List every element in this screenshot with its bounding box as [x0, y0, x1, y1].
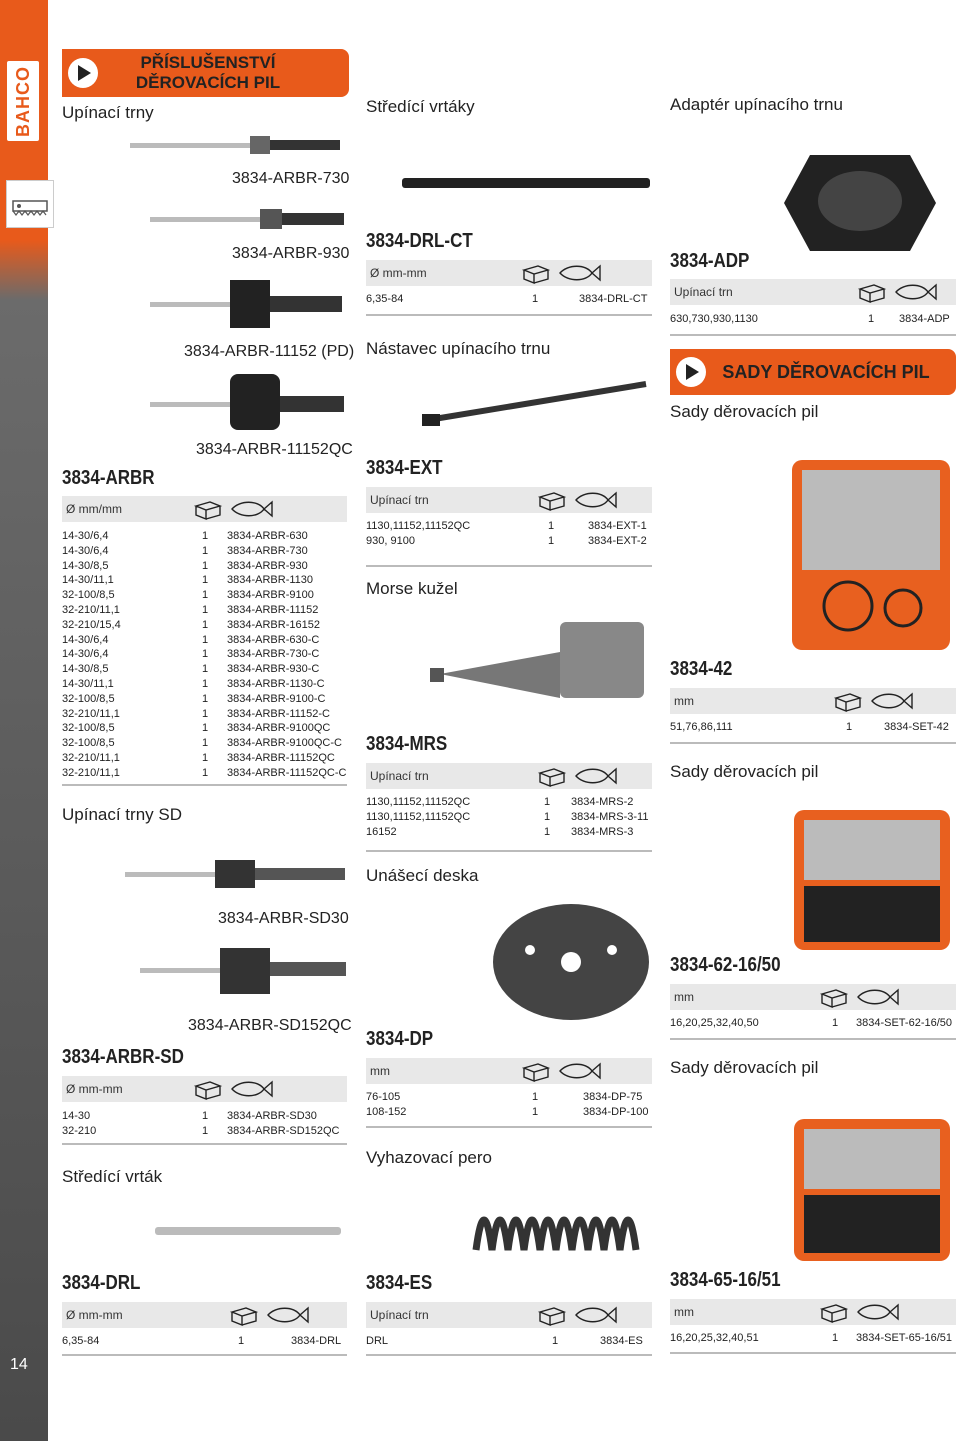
set65-header-icons — [818, 1301, 900, 1323]
cell-size: 51,76,86,111 — [670, 721, 733, 733]
cell-size: 32-210/11,1 — [62, 751, 120, 764]
table-row — [62, 707, 347, 722]
table-row — [62, 633, 347, 648]
fish-icon — [230, 1078, 274, 1100]
cell-article: 3834-EXT-1 — [588, 520, 647, 532]
drill-ct-image — [402, 172, 652, 196]
cell-size: 32-100/8,5 — [62, 692, 115, 705]
cell-qty: 1 — [544, 796, 551, 808]
mrs-rule — [366, 850, 652, 852]
dp-table — [366, 1090, 652, 1120]
cell-size: 16,20,25,32,40,50 — [670, 1017, 759, 1029]
set65-code: 3834-65-16/51 — [670, 1269, 781, 1291]
table-row — [62, 647, 347, 662]
cell-qty: 1 — [202, 692, 209, 705]
table-row — [62, 677, 347, 692]
section-sets-3: Sady děrovacích pil — [670, 1058, 819, 1077]
page-number: 14 — [10, 1356, 28, 1373]
sidebar-dark — [0, 300, 48, 1441]
cell-article: 3834-ARBR-930-C — [227, 663, 320, 676]
cell-article: 3834-DP-100 — [583, 1105, 649, 1118]
arbr-table — [62, 529, 347, 781]
sd-header-label: Ø mm-mm — [66, 1082, 123, 1096]
cell-article: 3834-ARBR-SD152QC — [227, 1124, 340, 1137]
cell-article: 3834-DRL-CT — [579, 293, 648, 305]
table-row — [366, 1105, 652, 1120]
cell-qty: 1 — [548, 534, 555, 547]
drlct-table-header — [366, 260, 652, 286]
play-icon — [676, 357, 706, 387]
es-code: 3834-ES — [366, 1272, 433, 1294]
cell-article: 3834-ARBR-1130-C — [227, 677, 325, 690]
set62-table — [670, 1016, 956, 1031]
cell-size: 14-30/11,1 — [62, 574, 114, 587]
cell-article: 3834-DP-75 — [583, 1091, 643, 1103]
cell-qty: 1 — [202, 677, 209, 690]
fish-icon — [558, 262, 602, 284]
cell-qty: 1 — [832, 1332, 839, 1344]
cell-size: 32-210/11,1 — [62, 766, 120, 779]
cell-size: 32-100/8,5 — [62, 589, 115, 602]
arbr-header-label: Ø mm/mm — [66, 502, 122, 516]
ext-header-label: Upínací trn — [370, 493, 429, 507]
table-row — [670, 312, 956, 327]
fish-icon — [856, 1301, 900, 1323]
cell-qty: 1 — [202, 722, 209, 735]
drlct-code: 3834-DRL-CT — [366, 230, 473, 252]
banner-sets-title: SADY DĚROVACÍCH PIL — [722, 362, 930, 382]
es-table — [366, 1334, 652, 1349]
cell-qty: 1 — [544, 810, 551, 823]
cell-qty: 1 — [202, 663, 209, 676]
es-header-label: Upínací trn — [370, 1308, 429, 1322]
table-row — [62, 692, 347, 707]
mrs-code: 3834-MRS — [366, 733, 448, 755]
cell-article: 3834-SET-42 — [884, 721, 949, 733]
set-42-image — [788, 456, 954, 656]
set-62-image — [790, 806, 954, 954]
cell-qty: 1 — [202, 1124, 209, 1137]
table-row — [62, 544, 347, 559]
table-row — [62, 1109, 347, 1124]
set62-code: 3834-62-16/50 — [670, 954, 781, 976]
cell-size: 1130,11152,11152QC — [366, 520, 471, 532]
table-row — [62, 603, 347, 618]
set42-header-label: mm — [674, 694, 694, 708]
cell-qty: 1 — [532, 293, 539, 305]
es-header-icons — [536, 1304, 618, 1326]
adp-rule — [670, 334, 956, 336]
table-row — [366, 519, 652, 534]
table-row — [62, 736, 347, 751]
package-icon — [536, 765, 566, 787]
label-arbr-930: 3834-ARBR-930 — [232, 245, 350, 262]
mrs-header-icons — [536, 765, 618, 787]
section-sd: Upínací trny SD — [62, 805, 182, 824]
cell-article: 3834-ARBR-9100QC-C — [227, 737, 342, 750]
cell-qty: 1 — [202, 618, 209, 631]
section-arbors: Upínací trny — [62, 103, 154, 122]
cell-article: 3834-DRL — [291, 1335, 342, 1347]
section-ext: Nástavec upínacího trnu — [366, 339, 551, 358]
label-arbr-sd152qc: 3834-ARBR-SD152QC — [188, 1017, 352, 1034]
cell-qty: 1 — [202, 574, 209, 587]
cell-article: 3834-ARBR-11152 — [227, 603, 319, 616]
cell-article: 3834-EXT-2 — [588, 534, 647, 547]
cell-size: 14-30 — [62, 1110, 91, 1122]
set62-table-header — [670, 984, 956, 1010]
section-adp: Adaptér upínacího trnu — [670, 95, 843, 114]
table-row — [366, 534, 652, 549]
cell-article: 3834-ARBR-11152QC-C — [227, 766, 347, 779]
mrs-header-label: Upínací trn — [370, 769, 429, 783]
cell-qty: 1 — [202, 559, 209, 572]
cell-article: 3834-ARBR-9100 — [227, 589, 314, 602]
cell-qty: 1 — [552, 1335, 559, 1347]
table-row — [62, 573, 347, 588]
label-arbr-730: 3834-ARBR-730 — [232, 170, 350, 187]
cell-qty: 1 — [202, 589, 209, 602]
cell-article: 3834-MRS-3-11 — [571, 810, 649, 823]
arbor-11152qc-image — [150, 368, 350, 436]
section-pilot: Středící vrták — [62, 1167, 163, 1186]
cell-size: 14-30/6,4 — [62, 648, 109, 661]
sd-code: 3834-ARBR-SD — [62, 1046, 184, 1068]
table-row — [366, 810, 652, 825]
table-row — [62, 662, 347, 677]
drlct-table — [366, 292, 652, 307]
cell-size: 14-30/8,5 — [62, 559, 109, 572]
cell-size: 1130,11152,11152QC — [366, 810, 471, 823]
cell-qty: 1 — [202, 766, 209, 779]
cell-size: 14-30/6,4 — [62, 633, 109, 646]
drl-table — [62, 1334, 347, 1349]
cell-article: 3834-MRS-2 — [571, 796, 634, 808]
package-icon — [192, 498, 222, 520]
drive-plate-image — [490, 900, 652, 1025]
logo-text: BAHCO — [12, 65, 33, 137]
cell-size: 1130,11152,11152QC — [366, 796, 471, 808]
cell-size: 14-30/11,1 — [62, 677, 114, 690]
spring-image — [468, 1180, 652, 1265]
cell-article: 3834-ARBR-730-C — [227, 648, 320, 661]
dp-code: 3834-DP — [366, 1028, 434, 1050]
bahco-logo — [4, 58, 42, 144]
cell-article: 3834-ARBR-11152QC — [227, 751, 335, 764]
package-icon — [536, 489, 566, 511]
table-row — [366, 795, 652, 810]
cell-article: 3834-SET-65-16/51 — [856, 1332, 953, 1344]
cell-size: 930, 9100 — [366, 534, 415, 547]
cell-article: 3834-ARBR-1130 — [227, 574, 314, 587]
ext-table — [366, 519, 652, 549]
es-rule — [366, 1354, 652, 1356]
cell-size: 32-210/11,1 — [62, 603, 120, 616]
dp-table-header — [366, 1058, 652, 1084]
fish-icon — [574, 765, 618, 787]
set65-rule — [670, 1352, 956, 1354]
cell-article: 3834-MRS-3 — [571, 825, 634, 838]
cell-article: 3834-ARBR-9100QC — [227, 722, 331, 735]
table-row — [62, 721, 347, 736]
cell-article: 3834-ARBR-930 — [227, 559, 308, 572]
fish-icon — [574, 489, 618, 511]
cell-article: 3834-ARBR-11152-C — [227, 707, 330, 720]
adp-header-icons — [856, 281, 938, 303]
package-icon — [856, 281, 886, 303]
set42-code: 3834-42 — [670, 658, 733, 680]
cell-qty: 1 — [202, 737, 209, 750]
arbr-code: 3834-ARBR — [62, 467, 155, 489]
arbr-rule — [62, 784, 347, 786]
drlct-header-label: Ø mm-mm — [370, 266, 427, 280]
cell-size: 108-152 — [366, 1105, 407, 1118]
cell-size: 76-105 — [366, 1091, 401, 1103]
sidebar-transition — [0, 240, 48, 300]
arbor-730-image — [130, 128, 350, 162]
sd-rule — [62, 1143, 347, 1145]
pilot-drill-image — [155, 1218, 345, 1244]
ext-rule — [366, 565, 652, 567]
table-row — [366, 292, 652, 307]
package-icon — [832, 690, 862, 712]
cell-qty: 1 — [846, 721, 853, 733]
set65-header-label: mm — [674, 1305, 694, 1319]
fish-icon — [574, 1304, 618, 1326]
dp-header-icons — [520, 1060, 602, 1082]
arbor-sd152qc-image — [140, 940, 350, 1000]
table-row — [62, 618, 347, 633]
package-icon — [818, 986, 848, 1008]
saw-icon — [6, 180, 54, 228]
fish-icon — [894, 281, 938, 303]
set62-rule — [670, 1038, 956, 1040]
mrs-table — [366, 795, 652, 839]
cell-qty: 1 — [202, 530, 209, 542]
table-row — [62, 529, 347, 544]
cell-size: 16,20,25,32,40,51 — [670, 1332, 759, 1344]
cell-qty: 1 — [832, 1017, 839, 1029]
cell-qty: 1 — [202, 648, 209, 661]
table-row — [62, 559, 347, 574]
set65-table-header — [670, 1299, 956, 1325]
cell-article: 3834-ARBR-SD30 — [227, 1110, 317, 1122]
ext-header-icons — [536, 489, 618, 511]
cell-article: 3834-ARBR-630-C — [227, 633, 320, 646]
package-icon — [228, 1304, 258, 1326]
cell-qty: 1 — [202, 1110, 209, 1122]
section-dp: Unášecí deska — [366, 866, 479, 885]
set65-table — [670, 1331, 956, 1346]
sd-header-icons — [192, 1078, 274, 1100]
set62-header-label: mm — [674, 990, 694, 1004]
play-icon — [68, 58, 98, 88]
cell-size: 32-210 — [62, 1124, 97, 1137]
cell-qty: 1 — [868, 313, 875, 325]
banner-accessories — [62, 49, 349, 97]
set42-rule — [670, 742, 956, 744]
adapter-image — [780, 145, 940, 260]
sd-table — [62, 1109, 347, 1139]
extension-image — [422, 376, 652, 428]
cell-article: 3834-ARBR-630 — [227, 530, 308, 542]
table-row — [366, 825, 652, 840]
cell-article: 3834-ARBR-9100-C — [227, 692, 326, 705]
table-row — [670, 720, 956, 735]
cell-qty: 1 — [532, 1105, 539, 1118]
banner-sets — [670, 349, 956, 395]
fish-icon — [558, 1060, 602, 1082]
drl-code: 3834-DRL — [62, 1272, 141, 1294]
drlct-rule — [366, 314, 652, 316]
table-row — [670, 1016, 956, 1031]
fish-icon — [856, 986, 900, 1008]
fish-icon — [266, 1304, 310, 1326]
cell-article: 3834-ARBR-16152 — [227, 618, 320, 631]
dp-header-label: mm — [370, 1064, 390, 1078]
fish-icon — [230, 498, 274, 520]
cell-size: 32-100/8,5 — [62, 737, 115, 750]
drl-rule — [62, 1354, 347, 1356]
set42-table — [670, 720, 956, 735]
cell-size: 32-210/11,1 — [62, 707, 120, 720]
table-row — [62, 588, 347, 603]
adp-header-label: Upínací trn — [674, 285, 733, 299]
cell-size: 14-30/8,5 — [62, 663, 109, 676]
cell-size: 6,35-84 — [366, 293, 404, 305]
arbor-930-image — [150, 205, 350, 235]
package-icon — [192, 1078, 222, 1100]
table-row — [62, 751, 347, 766]
package-icon — [520, 262, 550, 284]
section-es: Vyhazovací pero — [366, 1148, 492, 1167]
section-sets: Sady děrovacích pil — [670, 402, 819, 421]
fish-icon — [870, 690, 914, 712]
table-row — [62, 1334, 347, 1349]
cell-size: 14-30/6,4 — [62, 530, 109, 542]
cell-article: 3834-SET-62-16/50 — [856, 1017, 953, 1029]
adp-table — [670, 312, 956, 327]
cell-qty: 1 — [202, 603, 209, 616]
cell-size: 6,35-84 — [62, 1335, 100, 1347]
drl-header-icons — [228, 1304, 310, 1326]
cell-qty: 1 — [202, 633, 209, 646]
arbor-11152-image — [150, 268, 350, 338]
cell-qty: 1 — [202, 544, 209, 557]
label-arbr-11152-pd: 3834-ARBR-11152 (PD) — [184, 343, 355, 360]
cell-qty: 1 — [202, 707, 209, 720]
set42-header-icons — [832, 690, 914, 712]
label-arbr-11152qc: 3834-ARBR-11152QC — [196, 441, 353, 458]
banner-title: PŘÍSLUŠENSTVÍ DĚROVACÍCH PIL — [135, 53, 281, 92]
ext-code: 3834-EXT — [366, 457, 443, 479]
section-pilots: Středící vrtáky — [366, 97, 475, 116]
set-65-image — [790, 1115, 954, 1265]
cell-size: 32-100/8,5 — [62, 722, 115, 735]
cell-article: 3834-ADP — [899, 313, 950, 325]
cell-qty: 1 — [544, 825, 551, 838]
table-row — [62, 1124, 347, 1139]
section-sets-2: Sady děrovacích pil — [670, 762, 819, 781]
cell-qty: 1 — [202, 751, 209, 764]
table-row — [366, 1090, 652, 1105]
package-icon — [536, 1304, 566, 1326]
drlct-header-icons — [520, 262, 602, 284]
table-row — [670, 1331, 956, 1346]
drl-header-label: Ø mm-mm — [66, 1308, 123, 1322]
package-icon — [818, 1301, 848, 1323]
arbor-sd30-image — [125, 850, 350, 895]
table-row — [62, 766, 347, 781]
package-icon — [520, 1060, 550, 1082]
cell-size: 14-30/6,4 — [62, 544, 109, 557]
section-morse: Morse kužel — [366, 579, 458, 598]
arbr-header-icons — [192, 498, 274, 520]
table-row — [366, 1334, 652, 1349]
cell-article: 3834-ARBR-730 — [227, 544, 308, 557]
cell-qty: 1 — [238, 1335, 245, 1347]
morse-taper-image — [430, 612, 652, 722]
cell-qty: 1 — [548, 520, 555, 532]
cell-size: 630,730,930,1130 — [670, 313, 758, 325]
dp-rule — [366, 1126, 652, 1128]
cell-size: 32-210/15,4 — [62, 618, 121, 631]
cell-qty: 1 — [532, 1091, 539, 1103]
cell-size: 16152 — [366, 825, 397, 838]
adp-code: 3834-ADP — [670, 250, 750, 272]
label-arbr-sd30: 3834-ARBR-SD30 — [218, 910, 349, 927]
set62-header-icons — [818, 986, 900, 1008]
cell-size: DRL — [366, 1335, 389, 1347]
cell-article: 3834-ES — [600, 1335, 643, 1347]
